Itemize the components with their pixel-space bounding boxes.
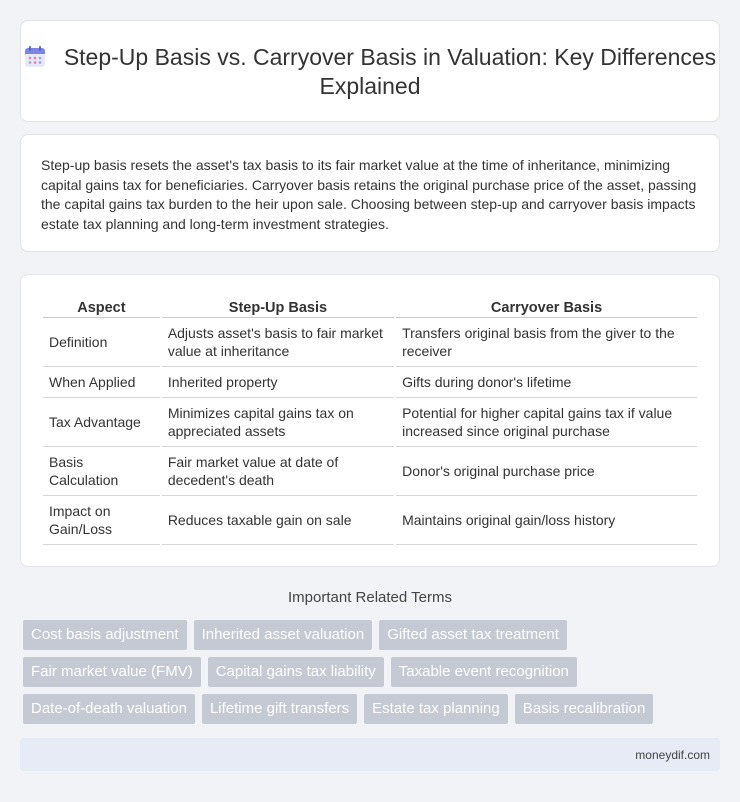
related-term-tag[interactable]: Inherited asset valuation [194, 620, 373, 650]
related-term-tag[interactable]: Lifetime gift transfers [202, 694, 357, 724]
table-cell-aspect: Basis Calculation [43, 447, 160, 496]
table-cell-step-up: Adjusts asset's basis to fair market value at inheritance [162, 318, 394, 367]
comparison-table [41, 296, 699, 545]
table-cell-carryover: Donor's original purchase price [396, 447, 697, 496]
table-cell-carryover: Potential for higher capital gains tax if value increased since original purchase [396, 398, 697, 447]
page-title: Step-Up Basis vs. Carryover Basis in Valuation: Key Differences Explained [63, 44, 717, 99]
column-header-carryover: Carryover Basis [396, 296, 697, 318]
related-term-tag[interactable]: Estate tax planning [364, 694, 508, 724]
related-term-tag[interactable]: Gifted asset tax treatment [379, 620, 567, 650]
table-row [43, 447, 697, 496]
related-term-tag[interactable]: Taxable event recognition [391, 657, 577, 687]
column-header-step-up: Step-Up Basis [162, 296, 394, 318]
related-term-tag[interactable]: Date-of-death valuation [23, 694, 195, 724]
comparison-card [20, 274, 720, 567]
related-term-tag[interactable]: Basis recalibration [515, 694, 654, 724]
table-cell-carryover: Transfers original basis from the giver to the receiver [396, 318, 697, 367]
table-cell-aspect: Tax Advantage [43, 398, 160, 447]
related-term-tag[interactable]: Fair market value (FMV) [23, 657, 201, 687]
site-name[interactable]: moneydif.com [635, 748, 710, 762]
related-terms-heading: Important Related Terms [288, 589, 452, 606]
table-row [43, 398, 697, 447]
table-row [43, 318, 697, 367]
table-cell-step-up: Inherited property [162, 367, 394, 398]
calendar-icon [24, 46, 46, 68]
intro-paragraph: Step-up basis resets the asset's tax basis to its fair market value at the time of inheritance, minimizing capital gains tax for beneficiaries. Carryover basis retains the original purchase price of the asset, passing the capital gains tax burden to the heir upon sale. Choosing between step-up and carryover basis impacts estate tax planning and long-term investment strategies. [41, 157, 697, 232]
title-card [20, 20, 720, 122]
table-cell-step-up: Fair market value at date of decedent's death [162, 447, 394, 496]
table-header-row [43, 296, 697, 318]
table-row [43, 496, 697, 545]
table-cell-step-up: Reduces taxable gain on sale [162, 496, 394, 545]
table-cell-aspect: Impact on Gain/Loss [43, 496, 160, 545]
table-cell-carryover: Gifts during donor's lifetime [396, 367, 697, 398]
table-row [43, 367, 697, 398]
column-header-aspect: Aspect [43, 296, 160, 318]
footer [20, 738, 720, 771]
intro-card [20, 134, 720, 252]
table-cell-aspect: Definition [43, 318, 160, 367]
related-terms-list [23, 620, 713, 724]
table-cell-aspect: When Applied [43, 367, 160, 398]
title-wrap [21, 43, 719, 101]
table-cell-carryover: Maintains original gain/loss history [396, 496, 697, 545]
related-term-tag[interactable]: Capital gains tax liability [208, 657, 384, 687]
related-term-tag[interactable]: Cost basis adjustment [23, 620, 187, 650]
table-cell-step-up: Minimizes capital gains tax on appreciated assets [162, 398, 394, 447]
